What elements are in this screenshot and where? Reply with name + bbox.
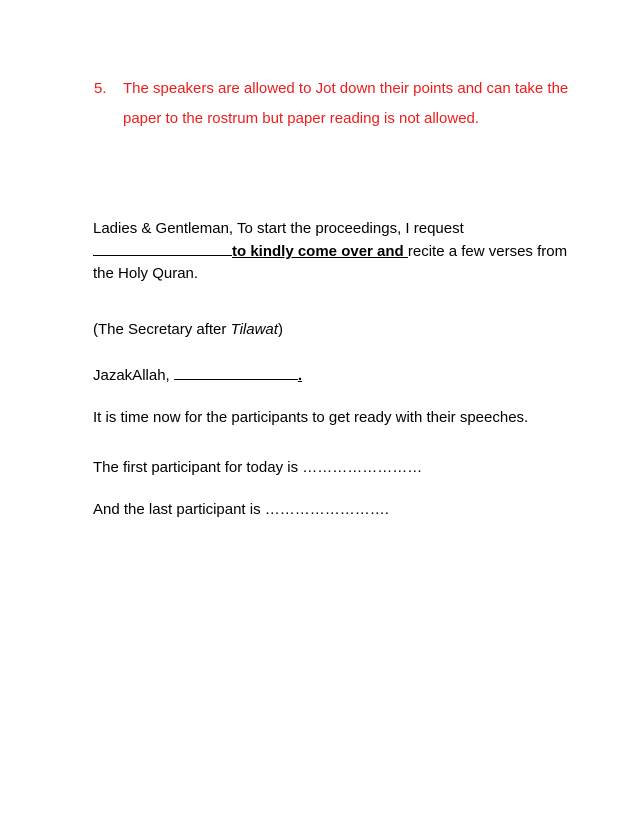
- intro-line-2: [93, 240, 567, 263]
- secretary-note: [93, 319, 283, 341]
- name-blank: [93, 240, 232, 256]
- intro-continuation: recite a few verses from: [407, 243, 568, 260]
- rule-text: The speakers are allowed to Jot down their points and can take the paper to the rostrum but paper reading is not allowed.: [123, 80, 569, 127]
- reciter-name-blank: [174, 364, 298, 380]
- rule-number: 5.: [94, 80, 107, 97]
- jazakallah-line: [93, 364, 302, 387]
- secretary-prefix: (The Secretary after: [93, 321, 231, 338]
- last-participant-line: And the last participant is …………………….: [93, 501, 389, 518]
- first-participant-line: The first participant for today is ……………………: [93, 459, 423, 476]
- intro-line-3: the Holy Quran.: [93, 265, 199, 282]
- secretary-suffix: ): [277, 321, 283, 338]
- jazakallah-prefix: JazakAllah,: [93, 367, 174, 384]
- intro-line-1: Ladies & Gentleman, To start the proceedings, I request: [93, 220, 464, 237]
- time-now-line: It is time now for the participants to get ready with their speeches.: [93, 409, 529, 426]
- intro-paragraph: [93, 218, 567, 285]
- tilawat-word: Tilawat: [230, 321, 278, 338]
- jazakallah-end-mark: .: [297, 367, 303, 384]
- rule-item-5: [94, 74, 594, 134]
- request-phrase: to kindly come over and: [232, 243, 408, 260]
